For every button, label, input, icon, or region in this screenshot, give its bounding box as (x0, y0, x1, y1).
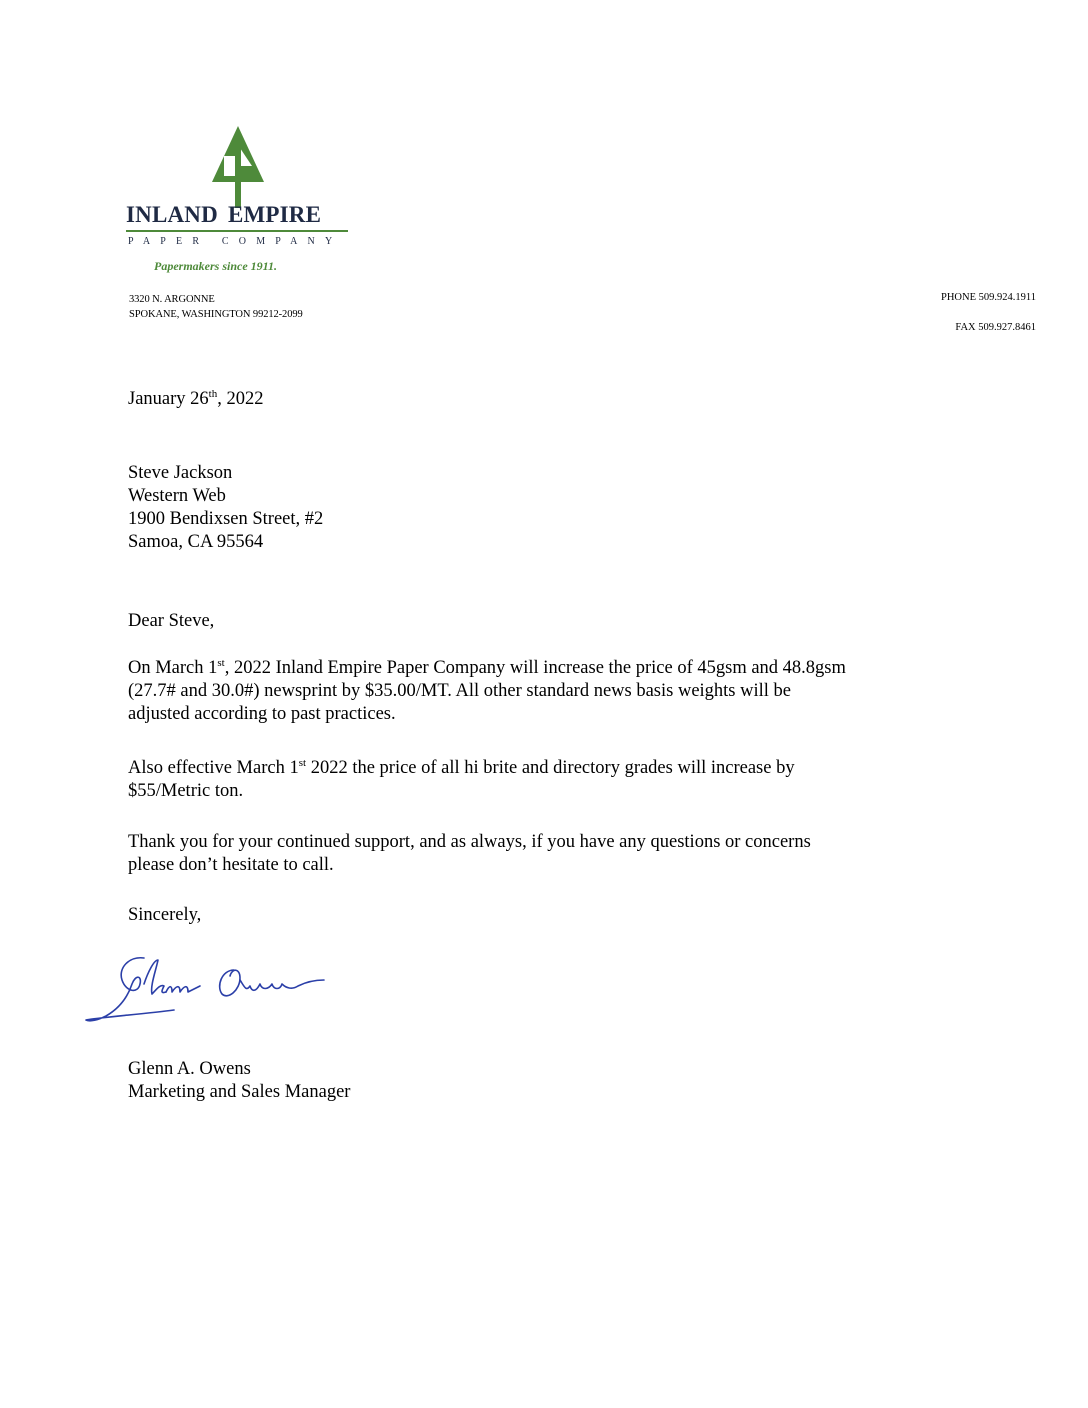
paragraph-thanks: Thank you for your continued support, and as always, if you have any questions or concerns please don’t hesitate to call. (128, 832, 811, 875)
paragraph-hi-brite: Also effective March 1st 2022 the price of all hi brite and directory grades will increase by $55/Metric ton. (128, 756, 795, 801)
company-address (129, 292, 303, 322)
recipient-address (128, 462, 323, 554)
signer-title: Marketing and Sales Manager (128, 1082, 351, 1102)
recipient-city: Samoa, CA 95564 (128, 532, 264, 552)
recipient-street: 1900 Bendixsen Street, #2 (128, 509, 324, 529)
company-logo (126, 126, 356, 276)
closing: Sincerely, (128, 905, 202, 925)
recipient-company: Western Web (128, 486, 226, 506)
tree-logo-icon (202, 126, 274, 208)
address-line: 3320 N. ARGONNE (129, 294, 215, 305)
paragraph-price-increase: On March 1st, 2022 Inland Empire Paper Company will increase the price of 45gsm and 48.8gsm (27.7# and 30.0#) newsprint by $35.00/MT. All other standard news basis weights will be adjusted according to past practices. (128, 656, 846, 724)
logo-divider (126, 230, 348, 232)
address-line: SPOKANE, WASHINGTON 99212-2099 (129, 309, 303, 320)
company-subtitle: PAPER COMPANY (128, 236, 343, 247)
signer-block (128, 1058, 350, 1104)
company-name: INLAND EMPIRE (126, 202, 322, 227)
handwritten-signature (84, 950, 334, 1030)
salutation: Dear Steve, (128, 611, 215, 631)
letter-date: January 26th, 2022 (128, 387, 264, 409)
phone-number: PHONE 509.924.1911 (941, 292, 1036, 303)
recipient-name: Steve Jackson (128, 463, 233, 483)
signer-name: Glenn A. Owens (128, 1059, 251, 1079)
company-tagline: Papermakers since 1911. (154, 259, 277, 273)
fax-number: FAX 509.927.8461 (955, 322, 1036, 333)
